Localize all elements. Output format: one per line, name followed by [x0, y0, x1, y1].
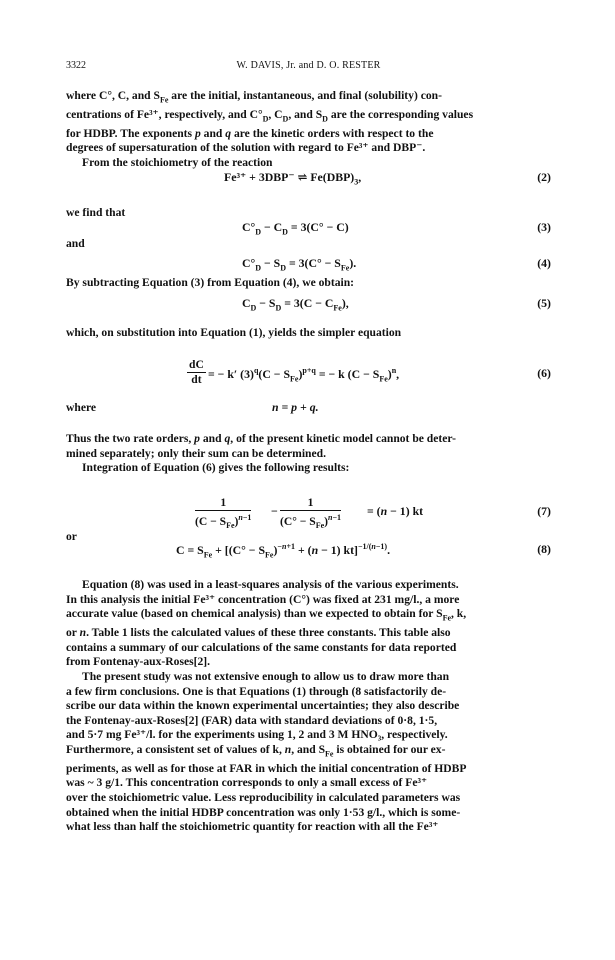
text-line: for HDBP. The exponents p and q are the kinetic orders with respect to the [66, 126, 434, 140]
equation-7: = (n − 1) kt (7) [367, 504, 551, 518]
text-line: Integration of Equation (6) gives the following results: [82, 461, 350, 475]
paragraph-substitution [66, 326, 551, 341]
page-header [66, 60, 551, 76]
text-line: periments, as well as for those at FAR in which the initial concentration of HDBP [66, 761, 467, 775]
text-line: was ~ 3 g/1. This concentration corresponds to only a small excess of Fe³⁺ [66, 776, 428, 790]
equation-number: (5) [537, 296, 551, 310]
text-line: contains a summary of our calculations of the same constants for data reported [66, 640, 457, 654]
text-line: where C°, C, and $S_{Fe}$ are the initial, instantaneous, and final (solubility) con- [66, 89, 442, 105]
text-line: over the stoichiometric value. Less reproducibility in calculated parameters was [66, 791, 461, 805]
equation-4: $C^\circ_D - S_D = 3(C^\circ - S_{Fe})$. (4) [242, 256, 551, 273]
fraction-numerator: 1 [280, 496, 341, 511]
equation-8: $C = S_{Fe} + [(C^\circ - S_{Fe})^{-n+1} + (n - 1)$ kt]$^{-1/(n-1)}$. (8) [176, 542, 551, 560]
running-title: W. DAVIS, Jr. and D. O. RESTER [236, 60, 381, 71]
fraction-numerator: dC [189, 358, 204, 371]
label-or: or [66, 530, 77, 543]
text-line: mined separately; only their sum can be determined. [66, 446, 326, 460]
label-we-find: we find that [66, 206, 126, 219]
equation-5: $C_D - S_D = 3(C - C_{Fe})$, (5) [242, 296, 551, 313]
equation-number: (2) [537, 170, 551, 184]
text-line: Thus the two rate orders, p and q, of the present kinetic model cannot be deter- [66, 432, 456, 445]
equation-6: = − k′ $(3)^q(C - S_{Fe})^{p+q}$ = − k $(C - S_{Fe})^n$, (6) [208, 366, 551, 384]
text-line: accurate value (based on chemical analysis) than we expected to obtain for $S_{Fe}$, k, [66, 607, 467, 623]
paragraph-definitions [66, 89, 551, 171]
text-line: degrees of supersaturation of the solution with regard to Fe³⁺ and DBP⁻. [66, 141, 426, 155]
equation-number: (3) [537, 220, 551, 234]
paragraph-subtract [66, 276, 551, 291]
text-line: Equation (8) was used in a least-squares analysis of the various experiments. [82, 578, 459, 591]
text-line: centrations of Fe³⁺, respectively, and $C^\circ_D$, $C_D$, and $S_D$ are the corresponding values [66, 107, 474, 124]
text-line: the Fontenay-aux-Roses[2] (FAR) data with standard deviations of 0·8, 1·5, [66, 713, 438, 727]
paragraph-rate-orders [66, 432, 551, 476]
fraction-denominator: $(C - S_{Fe})^{n-1}$ [195, 513, 252, 531]
text-line: The present study was not extensive enough to allow us to draw more than [82, 670, 450, 683]
page-number: 3322 [66, 60, 86, 71]
equation-number: (4) [537, 256, 551, 270]
text-line: In this analysis the initial Fe³⁺ concentration (C°) was fixed at 231 mg/l., a more [66, 592, 460, 606]
text-line: obtained when the initial HDBP concentration was only 1·53 g/l., which is some- [66, 805, 461, 819]
text-line: From the stoichiometry of the reaction [82, 156, 273, 169]
text-line: and 5·7 mg Fe³⁺/l. for the experiments using 1, 2 and 3 M HNO₃, respectively. [66, 728, 448, 742]
text-line: or n. Table 1 lists the calculated values of these three constants. This table also [66, 626, 451, 640]
equation-number: (7) [537, 504, 551, 518]
text-line: Furthermore, a consistent set of values of k, n, and $S_{Fe}$ is obtained for our ex- [66, 742, 446, 759]
equation-3: $C^\circ_D - C_D = 3(C^\circ - C)$ (3) [242, 220, 551, 237]
text-line: a few firm conclusions. One is that Equations (1) through (8 satisfactorily de- [66, 684, 447, 698]
text-line: what less than half the stoichiometric quantity for reaction with all the Fe³⁺ [66, 820, 439, 834]
text-line: which, on substitution into Equation (1), yields the simpler equation [66, 326, 402, 339]
equation-n [66, 400, 551, 418]
text-line: By subtracting Equation (3) from Equation (4), we obtain: [66, 276, 355, 289]
label-and: and [66, 237, 85, 250]
fraction-numerator: 1 [195, 496, 251, 511]
equation-number: (8) [537, 542, 551, 556]
fraction-denominator: dt [191, 373, 202, 386]
equation-body: n = p + q. [272, 400, 319, 414]
text-line: scribe our data within the known experimental uncertainties; they also describe [66, 699, 460, 713]
fraction-denominator: $(C^\circ - S_{Fe})^{n-1}$ [280, 513, 342, 531]
equation-2: Fe³⁺ + 3DBP⁻ ⇌ $Fe(DBP)_3$, (2) [224, 170, 551, 187]
label-where: where [66, 401, 97, 414]
minus-sign: − [271, 504, 278, 518]
equation-number: (6) [537, 366, 551, 380]
paragraph-conclusions [66, 670, 551, 835]
text-line: from Fontenay-aux-Roses[2]. [66, 655, 211, 669]
paragraph-least-squares [66, 578, 551, 670]
